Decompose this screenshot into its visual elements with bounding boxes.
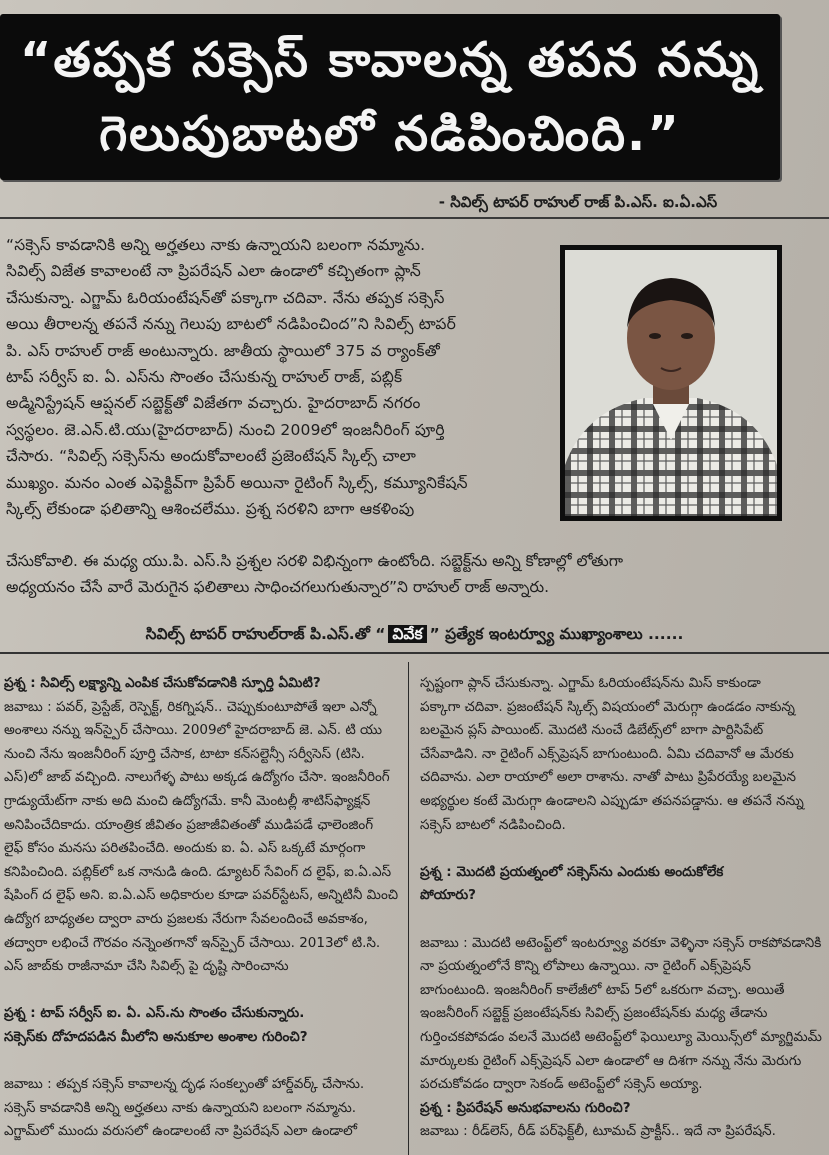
paragraph-line: స్కిల్స్ లేకుండా ఫలితాన్ని ఆశించలేము. ప్రశ్న సరళిని బాగా ఆకళింపు (6, 499, 415, 518)
column-line: స్పష్టంగా ప్లాన్ చేసుకున్నా. ఎగ్జామ్ ఓరియంటేషన్‌ను మిస్ కాకుండా (420, 675, 761, 691)
column-line: ప్రశ్న : ప్రిపరేషన్ అనుభవాలను గురించి? (420, 1099, 631, 1116)
paragraph-line: అయి తీరాలన్న తపనే నన్ను గెలుపు బాటలో నడిపించింద”ని సివిల్స్ టాపర్ (6, 315, 456, 334)
paragraph-line: ముఖ్యం. మనం ఎంత ఎఫెక్టివ్‌గా ప్రిపేర్ అయినా రైటింగ్ స్కిల్స్, కమ్యూనికేషన్ (6, 473, 468, 492)
column-line: సక్సెస్ కావడానికి అన్ని అర్హతలు నాకు ఉన్నాయని బలంగా నమ్మాను. (4, 1099, 357, 1116)
column-line: జవాబు : తప్పక సక్సెస్ కావాలన్న దృఢ సంకల్పంతో హార్డ్‌వర్క్ చేసాను. (4, 1076, 365, 1093)
paragraph-line: స్వస్థలం. జె.ఎన్.టి.యు(హైదరాబాద్) నుంచి 2009లో ఇంజనీరింగ్ పూర్తి (6, 420, 445, 439)
paragraph-line: టాప్ సర్వీస్ ఐ. ఏ. ఎస్‌ను సొంతం చేసుకున్న రాహుల్ రాజ్, పబ్లిక్ (6, 367, 403, 386)
headline-line-1: “తప్పక సక్సెస్ కావాలన్న తపన నన్ను (19, 32, 761, 88)
column-line: పక్కాగా చదివా. ప్రజంటేషన్ స్కిల్స్ విషయంలో మెరుగ్గా ఉండడం నాకున్న (420, 698, 795, 715)
column-line: నుంచి నేను ఇంజనీరింగ్ పూర్తి చేసాక, టాటా కన్‌సల్టెన్సీ సర్వీసెస్ (టిసి. (4, 745, 365, 762)
portrait-photo (565, 250, 777, 516)
column-line: పోయారు? (420, 887, 476, 904)
column-line (420, 837, 825, 861)
column-line (4, 1050, 400, 1074)
byline: - సివిల్స్ టాపర్ రాహుల్ రాజ్ పి.ఎస్. ఐ.ఏ.ఎస్ (388, 187, 768, 219)
column-line: అనిపించేదికాదు. యాంత్రిక జీవితం ప్రజాజీవితంతో ముడిపడే ఛాలెంజింగ్ (4, 816, 374, 833)
paragraph-line: అడ్మినిస్ట్రేషన్ ఆప్షనల్ సబ్జెక్ట్‌తో విజేతగా వచ్చారు. హైదరాబాద్ నగరం (6, 394, 421, 413)
column-line: గ్రాడ్యుయేట్‌గా నాకు అది మంచి ఉద్యోగమే. కానీ మెంటల్లీ శాటిస్‌ఫ్యాక్షన్ (4, 792, 371, 809)
intro-paragraph (6, 232, 554, 522)
subhead-prefix: సివిల్స్ టాపర్ రాహుల్‌రాజ్ పి.ఎస్.తో “ (145, 625, 386, 643)
column-line: ప్రశ్న : సివిల్స్ లక్ష్యాన్ని ఎంపిక చేసుకోవడానికి స్ఫూర్తి ఏమిటి? (4, 675, 321, 691)
paragraph-line: చేసుకోవాలి. ఈ మధ్య యు.పి. ఎస్.సి ప్రశ్నల సరళి విభిన్నంగా ఉంటోంది. సబ్జెక్ట్‌ను అన్ని కోణాల్లో లోతుగా (6, 552, 623, 570)
column-line: గుర్తించకపోవడం వలనే మొదటి అటెంప్ట్‌లో ఫెయిల్యూ మెయిన్స్‌లో మ్యాగ్జిమమ్ (420, 1028, 822, 1045)
column-line: ఎగ్జామ్‌లో ముందు వరుసలో ఉండాలంటే నా ప్రిపరేషన్ ఎలా ఉండాలో (4, 1123, 357, 1140)
column-line: అభ్యర్థుల కంటే మెరుగ్గా ఉండాలని ఎప్పుడూ తపనపడ్డాను. ఆ తపనే నన్ను (420, 792, 804, 809)
column-line: సక్సెస్‌కు దోహదపడిన మీలోని అనుకూల అంశాల గురించి? (4, 1028, 308, 1045)
column-line: జవాబు : రీడ్‌లెస్, రీడ్ పర్‌ఫెక్ట్‌లీ, టూమచ్ ప్రాక్టీస్.. ఇదే నా ప్రిపరేషన్. (420, 1123, 776, 1140)
headline-line-2: గెలుపుబాటలో నడిపించింది.” (99, 106, 681, 162)
column-line: లైఫ్ కోసం మనసు పరితపించేది. అందుకు ఐ. ఏ. ఎస్ ఒక్కటే మార్గంగా (4, 840, 366, 857)
column-line (4, 979, 400, 1003)
portrait-illustration (565, 250, 777, 516)
column-line: నా ప్రయత్నంలోనే కొన్ని లోపాలు ఉన్నాయి. నా రైటింగ్ ఎక్స్‌ప్రెషన్ (420, 958, 752, 975)
column-line: పరచుకోవడం ద్వారా సెకండ్ అటెంప్ట్‌లో సక్సెస్ అయ్యా. (420, 1076, 703, 1093)
paragraph-line: పి. ఎస్ రాహుల్ రాజ్ అంటున్నారు. జాతీయ స్థాయిలో 375 వ ర్యాంక్‌తో (6, 341, 440, 360)
column-line: జవాబు : పవర్, ప్రెస్టేజ్, రెస్పెక్ట్, రికగ్నిషన్.. చెప్పుకుంటూపోతే ఇలా ఎన్నో (4, 698, 377, 715)
column-line: చదివాను. ఎలా రాయాలో అలా రాశాను. నాతో పాటు ప్రిపేరయ్యే బలమైన (420, 769, 797, 786)
column-line: మార్కులకు రైటింగ్ ఎక్స్‌ప్రెషన్ ఎలా ఉండాలో ఆ దిశగా నన్ను నేను మెరుగు (420, 1052, 802, 1069)
interview-subhead (0, 618, 829, 650)
column-line: ఎస్)లో జాబ్ వచ్చింది. నాలుగేళ్ళ పాటు అక్కడ ఉద్యోగం చేసా. ఇంజనీరింగ్ (4, 769, 390, 786)
headline-banner (0, 14, 780, 180)
paragraph-line: సివిల్స్ విజేత కావాలంటే నా ప్రిపరేషన్ ఎలా ఉండాలో కచ్చితంగా ప్లాన్ (6, 262, 421, 281)
paragraph-line: చేసారు. “సివిల్స్ సక్సెస్‌ను అందుకోవాలంటే ప్రజెంటేషన్ స్కిల్స్ చాలా (6, 447, 416, 466)
interview-column-left (4, 672, 400, 1144)
column-divider (408, 662, 409, 1155)
column-line: తద్వారా లభించే గౌరవం నన్నెంతగానో ఇన్‌స్పైర్ చేసాయి. 2013లో టి.సి. (4, 934, 381, 951)
column-line: ఎస్ జాబ్‌కు రాజీనామా చేసి సివిల్స్ పై దృష్టి సారించాను (4, 958, 289, 975)
interview-column-right (420, 672, 825, 1144)
column-line: ప్రశ్న : మొదటి ప్రయత్నంలో సక్సెస్‌ను ఎందుకు అందుకోలేక (420, 863, 724, 880)
column-line (420, 908, 825, 932)
column-line: ఇంజనీరింగ్ సబ్జెక్ట్ ప్రజంటేషన్‌కు సివిల్స్ ప్రజంటేషన్‌కు మధ్య తేడాను (420, 1005, 768, 1022)
column-line: చేసేవాడిని. నా రైటింగ్ ఎక్స్‌ప్రెషన్ బాగుంటుంది. ఏమి చదివానో ఆ మేరకు (420, 745, 794, 762)
column-line: సక్సెస్ బాటలో నడిపించింది. (420, 816, 566, 833)
column-line: జవాబు : మొదటి అటెంప్ట్‌లో ఇంటర్వ్యూ వరకూ వెళ్ళినా సక్సెస్ రాకపోవడానికి (420, 934, 822, 951)
paragraph-line: అధ్యయనం చేసే వారే మెరుగైన ఫలితాలు సాధించగలుగుతున్నార”ని రాహుల్ రాజ్ అన్నారు. (6, 578, 550, 597)
subhead-rule (0, 652, 829, 654)
column-line: బాగుంటుంది. ఇంజనీరింగ్ కాలేజీలో టాప్ 5లో ఒకరుగా వచ్చా. అయితే (420, 981, 785, 998)
paragraph-line: “సక్సెస్ కావడానికి అన్ని అర్హతలు నాకు ఉన్నాయని బలంగా నమ్మాను. (6, 236, 426, 254)
column-line: అంశాలు నన్ను ఇన్‌స్పైర్ చేసాయి. 2009లో హైదరాబాద్ జె. ఎన్. టి యు (4, 722, 383, 739)
paragraph-line: చేసుకున్నా. ఎగ్జామ్ ఓరియంటేషన్‌తో పక్కాగా చదివా. నేను తప్పక సక్సెస్ (6, 288, 445, 307)
column-line: ఉద్యోగ బాధ్యతల ద్వారా వారు ప్రజలకు నేరుగా సేవలందించే అవకాశం, (4, 910, 368, 927)
column-line: కనిపించింది. పబ్లిక్‌లో ఒక నానుడి ఉంది. డ్యూటర్ సేవింగ్ ద లైఫ్, ఐ.ఏ.ఎస్ (4, 863, 392, 880)
column-line: బలమైన ప్లస్ పాయింట్. మొదటి నుంచే డిబేట్స్‌లో బాగా పార్టిసిపేట్ (420, 722, 764, 739)
subhead-suffix: ” ప్రత్యేక ఇంటర్వ్యూ ముఖ్యాంశాలు ...... (429, 625, 684, 643)
byline-rule (0, 217, 829, 219)
intro-paragraph-continued (6, 548, 818, 601)
publication-name: వివేక (388, 625, 426, 643)
column-line: ప్రశ్న : టాప్ సర్వీస్ ఐ. ఏ. ఎస్.ను సొంతం చేసుకున్నారు. (4, 1005, 305, 1022)
column-line: షేపింగ్ ద లైఫ్ అని. ఐ.ఏ.ఎస్ అధికారుల కూడా పవర్‌స్టేటస్, అన్నిటినీ మించి (4, 887, 399, 904)
